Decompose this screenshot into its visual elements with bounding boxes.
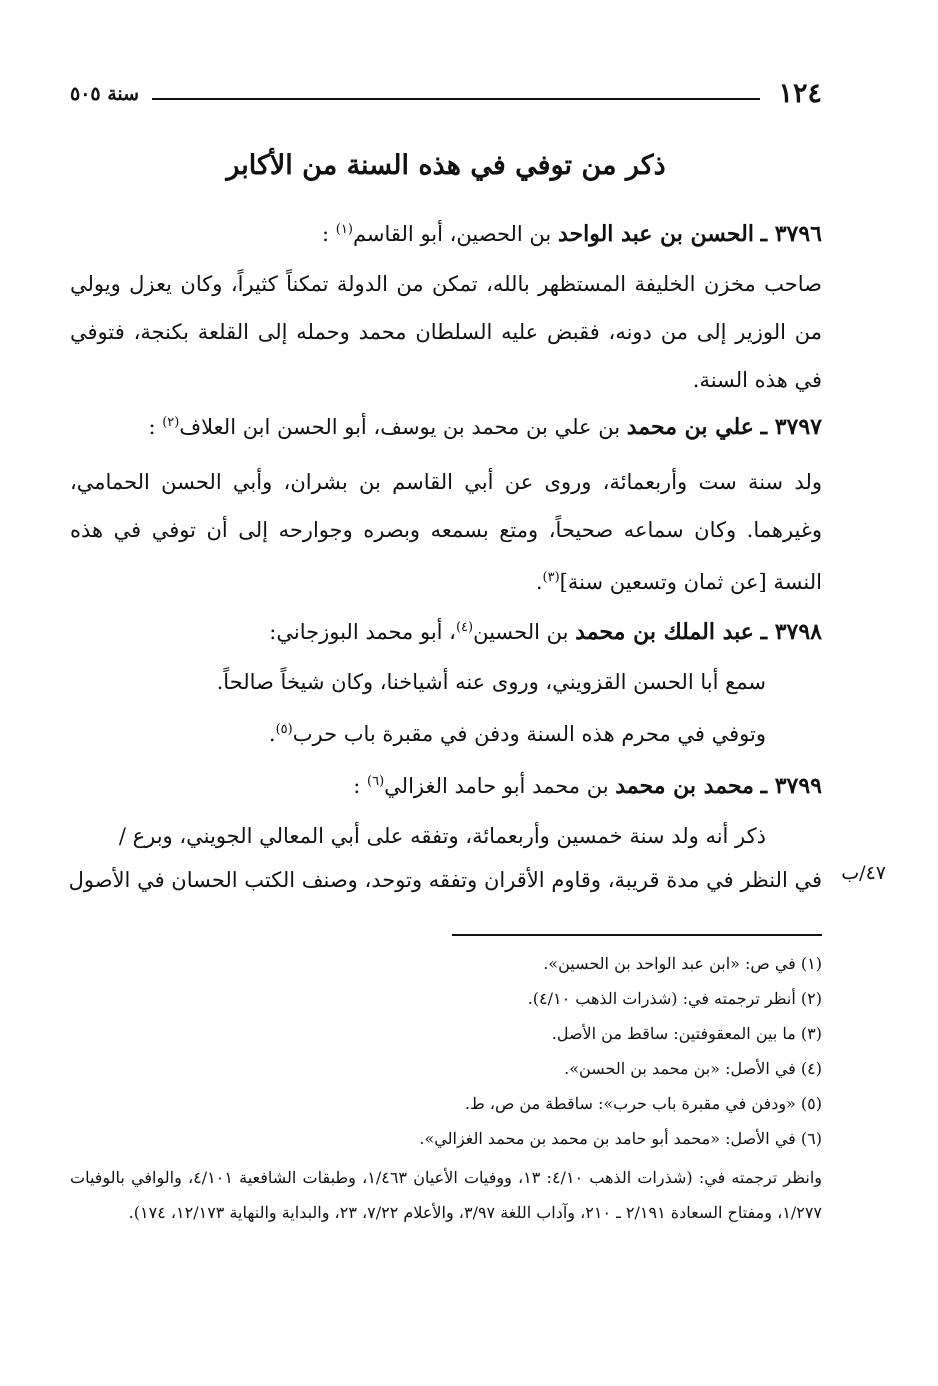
entry-text: وتوفي في محرم هذه السنة ودفن في مقبرة باب حرب — [292, 722, 766, 746]
entry-kunya: ، أبو محمد البوزجاني: — [269, 620, 456, 644]
footnote-ref: (١) — [335, 222, 353, 237]
entry-name: الحسن بن عبد الواحد — [557, 221, 754, 247]
entry-lineage: بن محمد أبو حامد الغزالي — [384, 774, 609, 798]
entry-name: محمد بن محمد — [615, 773, 754, 799]
footnote-rule — [452, 934, 822, 936]
footnote-ref: (٥) — [275, 722, 293, 737]
entry-lineage: بن الحسين — [473, 620, 569, 644]
entry-colon: : — [148, 415, 156, 439]
footnote: (١) في ص: «ابن عبد الواحد بن الحسين». — [543, 954, 822, 973]
entry-colon: : — [353, 774, 361, 798]
entry-number: ٣٧٩٩ ـ — [760, 773, 822, 799]
entry-body-3799-line2: في النظر في مدة قريبة، وقاوم الأقران وتفقه وتوحد، وصنف الكتب الحسان في الأصول — [68, 868, 822, 892]
running-header — [70, 78, 822, 114]
entry-lineage: بن الحصين، أبو القاسم — [352, 222, 552, 246]
running-head: سنة ٥٠٥ — [70, 83, 140, 105]
entry-colon: : — [322, 222, 330, 246]
entry-heading-3796 — [70, 210, 822, 254]
footnote-continuation: وانظر ترجمته في: (شذرات الذهب ٤/١٠: ١٣، ووفيات الأعيان ١/٤٦٣، وطبقات الشافعية ٤/١٠١، والوافي بالوفيات ١/٢٧٧، ومفتاح السعادة ٢/١٩١ ـ ٢١٠، وآداب اللغة ٣/٩٧، والأعلام ٧/٢٢، ٢٣، والبداية والنهاية ١٢/١٧٣، ١٧٤). — [70, 1168, 823, 1222]
entry-text-end: . — [535, 570, 543, 594]
section-title: ذكر من توفي في هذه السنة من الأكابر — [226, 150, 666, 181]
footnote-ref: (٤) — [455, 620, 474, 635]
footnote-ref: (٢) — [162, 415, 180, 430]
entry-name: علي بن محمد — [626, 414, 754, 440]
entry-number: ٣٧٩٧ ـ — [760, 414, 822, 440]
footnote: (٥) «ودفن في مقبرة باب حرب»: ساقطة من ص، ط. — [464, 1094, 822, 1113]
footnote-ref: (٣) — [542, 570, 560, 585]
header-rule — [152, 98, 760, 100]
entry-heading-3798 — [70, 608, 822, 652]
entry-heading-3799 — [70, 762, 822, 806]
entry-number: ٣٧٩٨ ـ — [760, 619, 822, 645]
entry-text: ولد سنة ست وأربعمائة، وروى عن أبي القاسم بن بشران، وأبي الحسن الحمامي، وغيرهما. وكان سماعه صحيحاً، ومتع بسمعه وبصره وجوارحه إلى أن توفي في هذه النسة [عن ثمان وتسعين سنة] — [70, 470, 822, 594]
entry-number: ٣٧٩٦ ـ — [760, 221, 822, 247]
footnote: (٦) في الأصل: «محمد أبو حامد بن محمد بن محمد الغزالي». — [419, 1129, 822, 1148]
footnote: (٣) ما بين المعقوفتين: ساقط من الأصل. — [551, 1024, 822, 1043]
entry-lineage: بن علي بن محمد بن يوسف، أبو الحسن ابن العلاف — [179, 415, 621, 439]
entry-heading-3797 — [70, 403, 822, 447]
entry-body-3798-line1: سمع أبا الحسن القزويني، وروى عنه أشياخنا، وكان شيخاً صالحاً. — [216, 670, 766, 694]
footnote: (٢) أنظر ترجمته في: (شذرات الذهب ٤/١٠). — [527, 989, 822, 1008]
footnote: (٤) في الأصل: «بن محمد بن الحسن». — [564, 1059, 822, 1078]
entry-body-3797 — [70, 458, 822, 606]
manuscript-folio-note: ٤٧/ب — [841, 862, 886, 884]
footnotes — [70, 946, 822, 1230]
entry-body-3796: صاحب مخزن الخليفة المستظهر بالله، تمكن من الدولة تمكناً كثيراً، وكان يعزل ويولي من الوزير إلى من دونه، فقبض عليه السلطان محمد وحمله إلى القلعة بكنجة، فتوفي في هذه السنة. — [70, 272, 822, 392]
entry-text-end: . — [268, 722, 276, 746]
entry-body-3799-line1: ذكر أنه ولد سنة خمسين وأربعمائة، وتفقه على أبي المعالي الجويني، وبرع / — [118, 824, 766, 848]
entry-body-3798-line2 — [76, 706, 766, 758]
page-number: ١٢٤ — [778, 78, 822, 109]
footnote-ref: (٦) — [367, 774, 385, 789]
entry-name: عبد الملك بن محمد — [575, 619, 754, 645]
